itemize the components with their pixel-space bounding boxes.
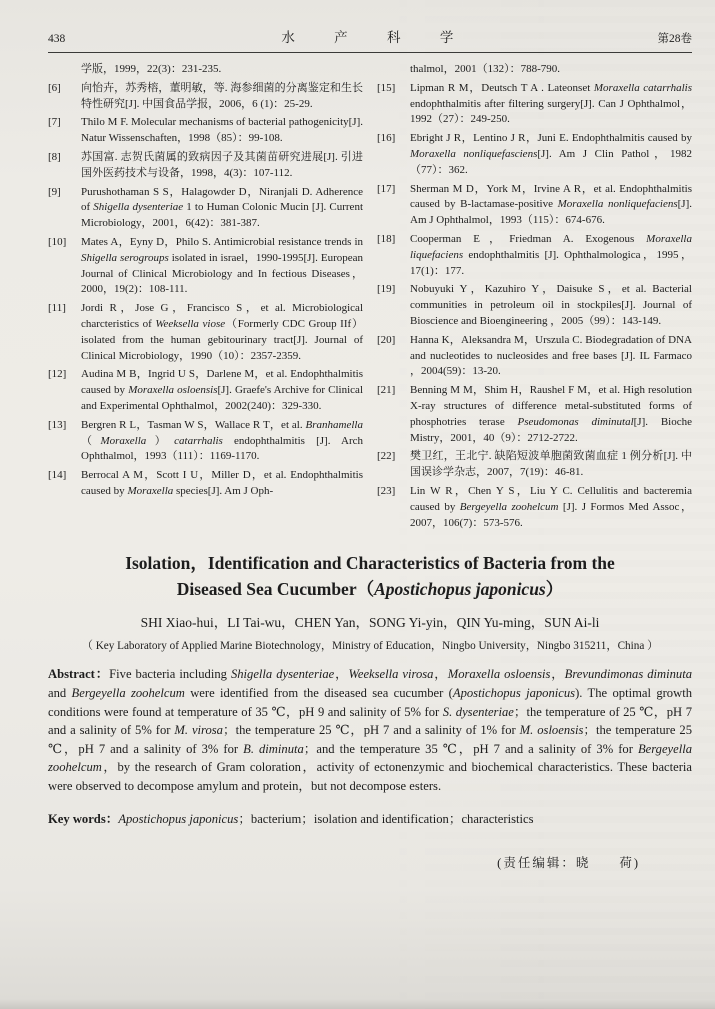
reference-item <box>377 383 692 446</box>
article-title-line2: Diseased Sea Cucumber（Apostichopus japonicus） <box>176 579 564 600</box>
reference-text: Ebright J R，Lentino J R，Juni E. Endophthalmitis caused by Moraxella nonliquefasciens[J]. Am J Clin Pathol，1982（77）：362. <box>410 132 693 176</box>
reference-item <box>48 367 363 414</box>
article-title <box>48 550 692 602</box>
reference-item <box>377 333 692 380</box>
header-rule <box>48 52 692 53</box>
reference-number: [11] <box>48 302 66 315</box>
reference-item <box>377 282 692 329</box>
reference-number: [18] <box>377 232 396 245</box>
reference-item <box>377 232 692 279</box>
abstract-text: Five bacteria including Shigella dysenteriae，Weeksella virosa，Moraxella osloensis，Brevundimonas diminuta and Bergeyella zoohelcum were identified from the diseased sea cucumber (Apostichopus japonicus). The optimal growth conditions were found at temperature of 35 ℃，pH 9 and salinity of 5% for S. dysenteriae；the temperature of 25 ℃，pH 7 and a salinity of 5% for M. virosa；the temperature 25 ℃，pH 7 and a salinity of 1% for M. osloensis；the temperature 25 ℃，pH 7 and a salinity of 3% for B. diminuta；and the temperature 35 ℃，pH 7 and a salinity of 3% for Bergeyella zoohelcum，by the research of Gram coloration，activity of ectonenzymic and biochemical characteristics. These bacteria were observed to decompose amylum and protein，but not decompose esters. <box>48 667 693 793</box>
reference-item <box>377 484 692 531</box>
reference-number: [17] <box>377 182 396 195</box>
reference-number: [19] <box>377 283 396 296</box>
reference-number: [7] <box>48 116 61 129</box>
reference-text: Thilo M F. Molecular mechanisms of bacterial pathogenicity[J]. Natur Wissenschaften，1998（85）：99-108. <box>81 116 363 145</box>
reference-item <box>48 185 363 232</box>
reference-number: [14] <box>48 469 67 482</box>
reference-text: Bergren R L，Tasman W S，Wallace R T，et al. Branhamella（Moraxella）catarrhalis endophthalmitis [J]. Arch Ophthalmol，1993（111）：1169-1170. <box>81 418 364 463</box>
abstract-label: Abstract： <box>48 667 110 682</box>
journal-title: 水 产 科 学 <box>281 30 472 45</box>
reference-item <box>377 449 692 481</box>
article-header <box>48 550 692 871</box>
reference-text: Purushothaman S S，Halagowder D，Niranjali D. Adherence of Shigella dysenteriae 1 to Human Colonic Mucin [J]. Current Microbiology，2001，6(42)：381-387. <box>81 185 363 230</box>
reference-text: thalmol，2001（132）：788-790. <box>410 63 561 75</box>
keywords-label: Key words： <box>48 812 119 827</box>
reference-number: [21] <box>377 384 396 397</box>
reference-number: [12] <box>48 368 67 381</box>
reference-text: Sherman M D，York M，Irvine A R，et al. Endophthalmitis caused by B-lactamase-positive Moraxella nonliquefaciens[J]. Am J Ophthalmol，1993（115）：674-676. <box>410 182 692 227</box>
reference-text: Hanna K，Aleksandra M，Urszula C. Biodegradation of DNA and nucleotides to nucleosides and free bases [J]. IL Farmaco ，2004(59)：13-20. <box>410 333 692 378</box>
references-left-column <box>48 62 363 534</box>
references-right-column <box>377 62 692 534</box>
references-section <box>48 62 692 534</box>
abstract-paragraph <box>48 665 692 795</box>
reference-text: 向怡卉，苏秀榕，董明敏，等. 海参细菌的分离鉴定和生长特性研究[J]. 中国食品学报，2006，6 (1)：25-29. <box>81 81 363 110</box>
article-title-line1: Isolation，Identification and Characteristics of Bacteria from the <box>125 553 615 574</box>
reference-item <box>48 115 363 147</box>
running-head <box>48 26 692 46</box>
keywords-text: Apostichopus japonicus；bacterium；isolation and identification；characteristics <box>118 812 534 827</box>
reference-text: Benning M M，Shim H，Raushel F M，et al. High resolution X-ray structures of difference metal-substituted forms of phosphotries terase Pseudomonas diminutal[J]. Bioche Mistry，2001，40（9）：2712-2722. <box>410 384 692 444</box>
reference-number: [10] <box>48 235 67 248</box>
reference-text: Audina M B，Ingrid U S，Darlene M，et al. Endophthalmitis caused by Moraxella osloensis[J]. Graefe's Archive for Clinical and Experimental Ophthalmol，2002(240)：329-330. <box>81 368 363 412</box>
reference-text: 学版，1999，22(3)：231-235. <box>81 63 222 75</box>
reference-number: [6] <box>48 81 61 94</box>
reference-continuation <box>377 62 692 78</box>
reference-number <box>48 62 81 78</box>
reference-text: Jordi R，Jose G，Francisco S，et al. Microbiological charcteristics of Weeksella viose（Formerly CDC Group IIf）isolated from the human gebitourinary tract[J]. Journal of Clinical Microbiology，1990（10）：2357-2359. <box>81 302 364 362</box>
reference-item <box>48 418 363 465</box>
reference-text: Cooperman E，Friedman A. Exogenous Moraxella liquefaciens endophthalmitis [J]. Ophthalmologica，1995，17(1)：177. <box>410 232 692 277</box>
reference-item <box>377 81 692 128</box>
reference-number: [13] <box>48 418 67 431</box>
reference-item <box>48 468 363 500</box>
volume-label: 第28卷 <box>657 33 692 45</box>
reference-number: [9] <box>48 185 61 198</box>
reference-number: [20] <box>377 333 396 346</box>
keywords-paragraph <box>48 810 692 829</box>
reference-number <box>377 62 410 78</box>
reference-text: Nobuyuki Y，Kazuhiro Y，Daisuke S，et al. Bacterial communities in petroleum oil in stockpiles[J]. Journal of Bioscience and Bioengineering ，2005（99）：143-149. <box>410 283 692 327</box>
affiliation-line: （ Key Laboratory of Applied Marine Biotechnology，Ministry of Education，Ningbo University，Ningbo 315211，China ） <box>81 640 659 653</box>
reference-item <box>377 131 692 178</box>
reference-item <box>48 150 363 182</box>
reference-item <box>377 182 692 229</box>
reference-number: [16] <box>377 132 396 145</box>
reference-number: [8] <box>48 150 61 163</box>
reference-item <box>48 81 363 113</box>
reference-item <box>48 301 363 364</box>
reference-text: Berrocal A M，Scott I U，Miller D，et al. Endophthalmitis caused by Moraxella species[J]. Am J Oph- <box>81 469 363 497</box>
reference-text: 苏国富. 志贺氏菌属的致病因子及其菌苗研究进展[J]. 引进国外医药技术与设备，1998，4(3)：107-112. <box>81 150 363 179</box>
reference-text: Mates A，Eyny D，Philo S. Antimicrobial resistance trends in Shigella serogroups isolated in israel，1990-1995[J]. European Journal of Clinical Microbiology and In fectious Diseases，2000，19(2)：108-111. <box>81 235 363 296</box>
reference-text: 樊卫红，王北宁. 缺陷短波单胞菌致菌血症 1 例分析[J]. 中国误诊学杂志，2007，7(19)：46-81. <box>410 450 692 479</box>
reference-text: Lin W R，Chen Y S，Liu Y C. Cellulitis and bacteremia caused by Bergeyella zoohelcum [J]. J Formos Med Assoc，2007，106(7)：573-576. <box>410 484 693 529</box>
reference-text: Lipman R M，Deutsch T A . Lateonset Moraxella catarrhalis endophthalmitis after filtering surgery[J]. Can J Ophthalmol，1992（27）：249-250. <box>410 81 692 126</box>
reference-number: [15] <box>377 81 396 94</box>
reference-number: [22] <box>377 450 396 463</box>
reference-number: [23] <box>377 484 396 497</box>
reference-item <box>48 235 363 298</box>
page-number: 438 <box>48 33 66 45</box>
authors-line: SHI Xiao-hui，LI Tai-wu，CHEN Yan，SONG Yi-yin，QIN Yu-ming，SUN Ai-li <box>140 615 600 631</box>
editor-note: (责任编辑：晓 荷) <box>497 856 640 871</box>
reference-continuation <box>48 62 363 78</box>
